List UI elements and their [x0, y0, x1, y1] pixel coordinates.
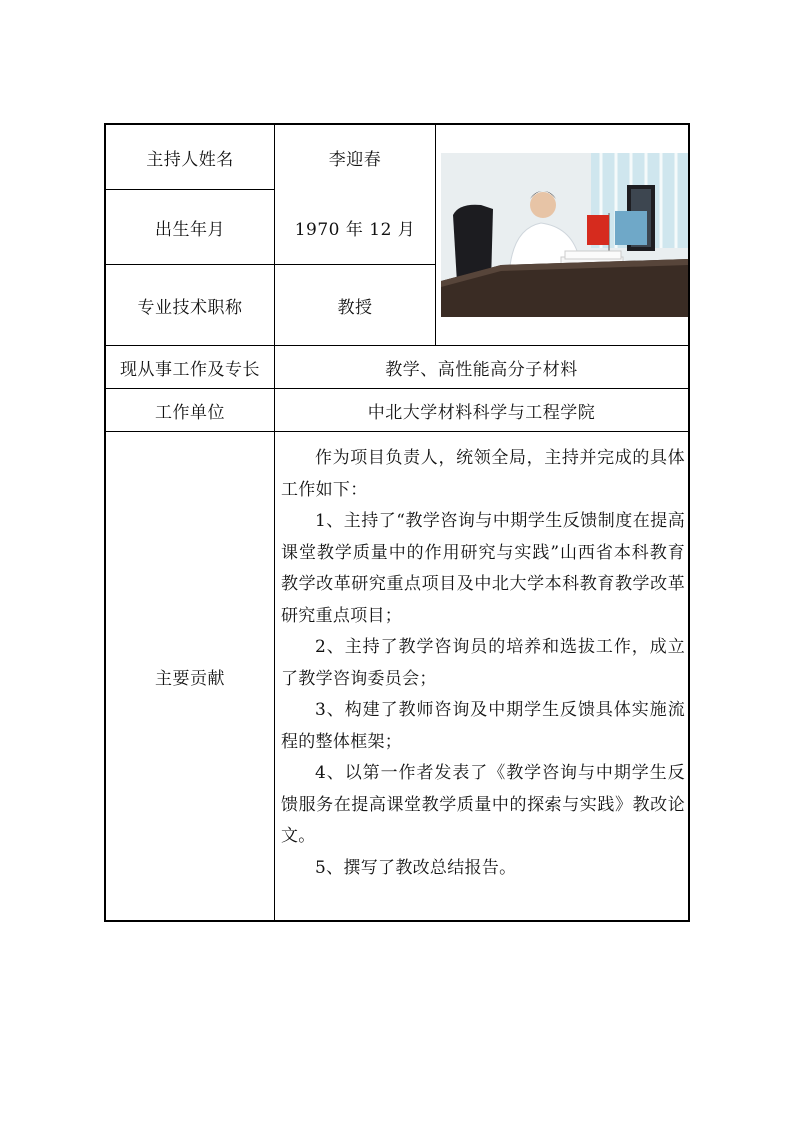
host-name-value: 李迎春 — [328, 149, 382, 170]
unit-value: 中北大学材料科学与工程学院 — [367, 402, 596, 423]
birth-value: 1970 年 12 月 — [294, 219, 416, 240]
info-table — [104, 123, 690, 922]
birth-label: 出生年月 — [155, 219, 225, 240]
work-value: 教学、高性能高分子材料 — [385, 359, 578, 380]
host-name-label: 主持人姓名 — [146, 149, 234, 170]
contrib-paragraph: 1、主持了“教学咨询与中期学生反馈制度在提高课堂教学质量中的作用研究与实践”山西省本科教育教学改革研究重点项目及中北大学本科教育教学改革研究重点项目； — [281, 511, 685, 626]
contrib-paragraph: 4、以第一作者发表了《教学咨询与中期学生反馈服务在提高课堂教学质量中的探索与实践》教改论文。 — [281, 763, 685, 846]
contrib-paragraph: 3、构建了教师咨询及中期学生反馈具体实施流程的整体框架； — [281, 700, 685, 752]
contrib-paragraph: 作为项目负责人，统领全局，主持并完成的具体工作如下： — [281, 448, 685, 500]
unit-label: 工作单位 — [155, 402, 225, 423]
contrib-text — [281, 443, 685, 884]
title-value: 教授 — [337, 297, 373, 318]
contrib-paragraph: 5、撰写了教改总结报告。 — [315, 857, 517, 878]
contrib-label: 主要贡献 — [155, 668, 225, 689]
portrait-illustration — [441, 153, 688, 317]
portrait-photo — [441, 153, 688, 317]
column-divider — [435, 125, 436, 345]
contrib-paragraph: 2、主持了教学咨询员的培养和选拔工作，成立了教学咨询委员会； — [281, 637, 685, 689]
work-label: 现从事工作及专长 — [120, 359, 260, 380]
flag — [587, 215, 609, 245]
title-label: 专业技术职称 — [137, 297, 243, 318]
